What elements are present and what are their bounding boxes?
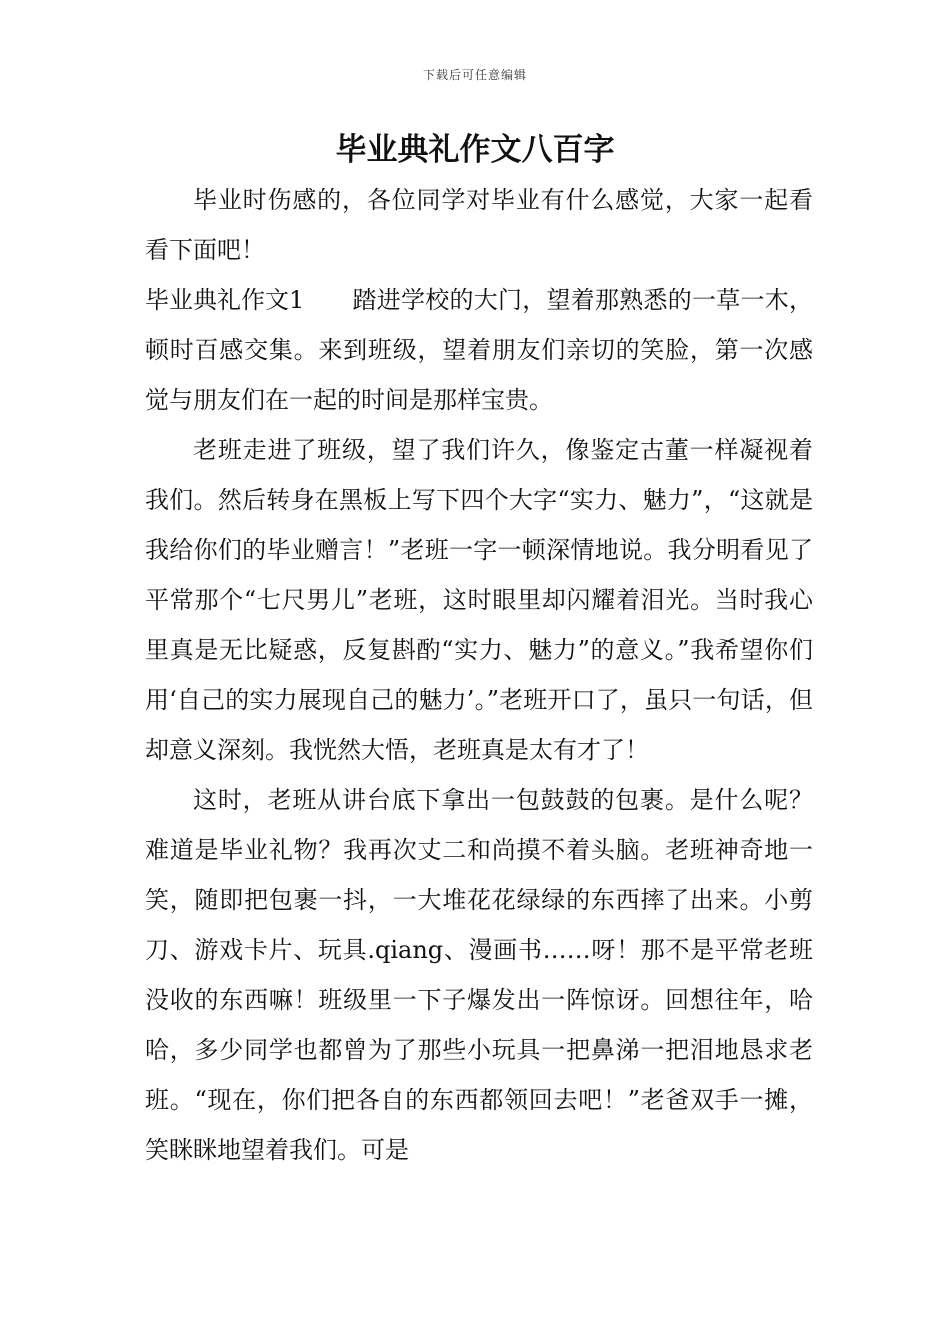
header-note: 下载后可任意编辑 [422, 68, 527, 82]
section-first-text: 踏进学校的大门，望着那熟悉的一草一木，顿时百感交集。来到班级，望着朋友们亲切的笑脸，第一次感觉与朋友们在一起的时间是那样宝贵。 [145, 286, 813, 414]
intro-paragraph: 毕业时伤感的，各位同学对毕业有什么感觉，大家一起看看下面吧！ [145, 186, 813, 264]
section-paragraph [145, 275, 813, 425]
document-title: 毕业典礼作文八百字 [335, 132, 615, 168]
body-paragraph: 这时，老班从讲台底下拿出一包鼓鼓的包裹。是什么呢？难道是毕业礼物？我再次丈二和尚摸不着头脑。老班神奇地一笑，随即把包裹一抖，一大堆花花绿绿的东西摔了出来。小剪刀、游戏卡片、玩具.qiang、漫画书……呀！那不是平常老班没收的东西嘛！班级里一下子爆发出一阵惊讶。回想往年，哈哈，多少同学也都曾为了那些小玩具一把鼻涕一把泪地恳求老班。“现在，你们把各自的东西都领回去吧！”老爸双手一摊，笑眯眯地望着我们。可是 [145, 786, 813, 1164]
body-paragraph: 老班走进了班级，望了我们许久，像鉴定古董一样凝视着我们。然后转身在黑板上写下四个大字“实力、魅力”，“这就是我给你们的毕业赠言！”老班一字一顿深情地说。我分明看见了平常那个“七尺男儿”老班，这时眼里却闪耀着泪光。当时我心里真是无比疑惑，反复斟酌“实力、魅力”的意义。”我希望你们用‘自己的实力展现自己的魅力’。”老班开口了，虽只一句话，但却意义深刻。我恍然大悟，老班真是太有才了！ [145, 436, 813, 764]
document-body [145, 175, 813, 1175]
section-label: 毕业典礼作文1 [145, 286, 305, 314]
